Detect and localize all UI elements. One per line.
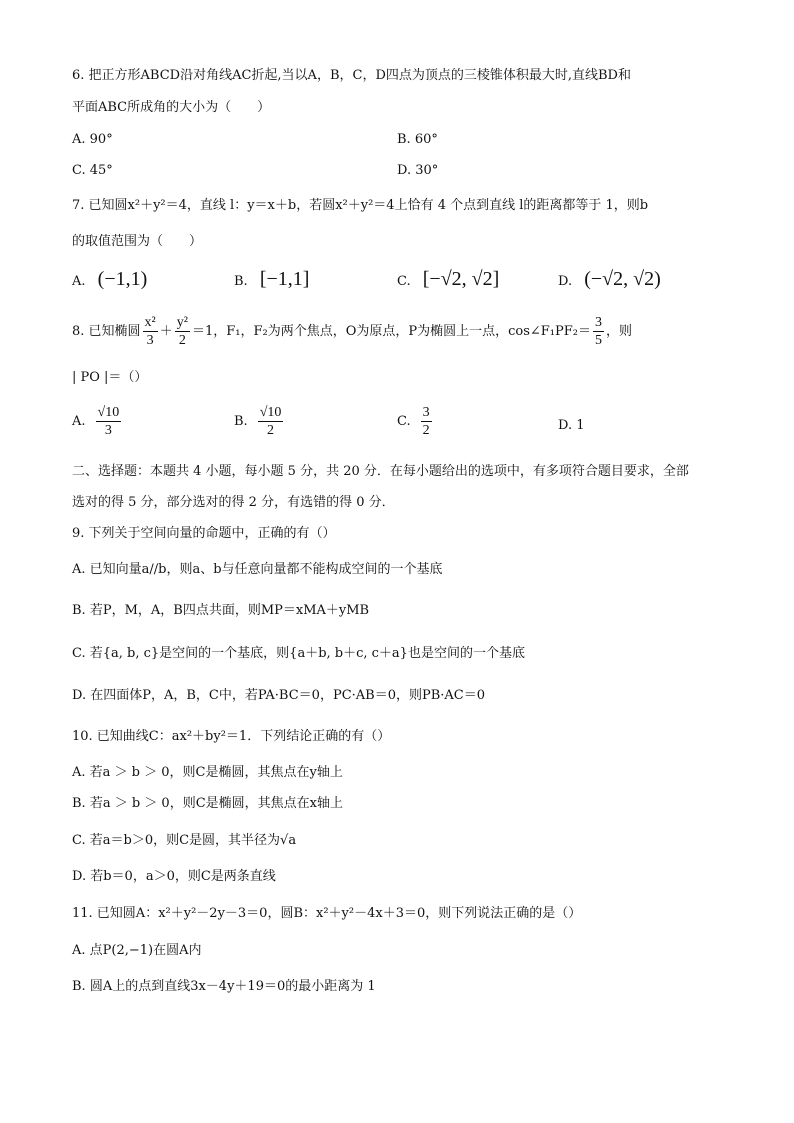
q6-option-b: B. 60° bbox=[397, 132, 438, 147]
q8-option-c-num: 3 bbox=[422, 405, 430, 420]
q7-option-b-value: [−1,1] bbox=[259, 268, 310, 290]
q7-option-d bbox=[558, 269, 661, 292]
q8-stem-a: 8. 已知椭圆 bbox=[72, 323, 141, 339]
q9-option-b: B. 若P，M，A，B四点共面，则MP＝xMA＋yMB bbox=[72, 603, 370, 618]
q6-option-c: C. 45° bbox=[72, 163, 113, 178]
q7-option-b-label: B. bbox=[234, 274, 248, 289]
q7-option-c bbox=[397, 269, 499, 292]
q8-option-b-label: B. bbox=[234, 413, 248, 429]
q8-option-a-label: A. bbox=[72, 413, 86, 429]
q10-stem: 10. 已知曲线C：ax²＋by²＝1．下列结论正确的有（） bbox=[72, 729, 391, 744]
q8-frac1-den: 3 bbox=[146, 333, 154, 348]
q8-option-a bbox=[72, 404, 123, 439]
q9-option-a: A. 已知向量a//b，则a、b与任意向量都不能构成空间的一个基底 bbox=[72, 562, 443, 577]
q8-option-c-label: C. bbox=[397, 413, 411, 429]
q10-option-c: C. 若a＝b＞0，则C是圆，其半径为√a bbox=[72, 833, 297, 848]
q7-option-a-value: (−1,1) bbox=[97, 268, 148, 290]
q8-stem-c: ，则 bbox=[606, 323, 633, 339]
q7-option-a bbox=[72, 269, 147, 292]
q6-option-a: A. 90° bbox=[72, 132, 113, 147]
q8-option-b bbox=[234, 404, 285, 439]
q8-frac2-num: y² bbox=[176, 315, 188, 330]
q8-frac1-num: x² bbox=[144, 315, 156, 330]
q8-stem-b: ＝1，F₁，F₂为两个焦点，O为原点，P为椭圆上一点，cos∠F₁PF₂＝ bbox=[191, 323, 591, 339]
q11-option-b: B. 圆A上的点到直线3x－4y＋19＝0的最小距离为 1 bbox=[72, 979, 376, 994]
q8-frac-y2-over-2 bbox=[175, 314, 190, 349]
q8-frac-3-over-5 bbox=[593, 314, 604, 349]
q6-stem-line1: 6. 把正方形ABCD沿对角线AC折起,当以A，B，C，D四点为顶点的三棱锥体积最大时,直线BD和 bbox=[72, 68, 631, 83]
q10-option-d: D. 若b＝0，a＞0，则C是两条直线 bbox=[72, 869, 276, 884]
q6-stem-line2: 平面ABC所成角的大小为（ ） bbox=[72, 100, 271, 115]
q8-option-b-num: √10 bbox=[259, 405, 282, 420]
q8-stem-line1 bbox=[72, 314, 632, 349]
q8-frac2-den: 2 bbox=[178, 333, 186, 348]
q9-stem: 9. 下列关于空间向量的命题中，正确的有（） bbox=[72, 526, 336, 541]
q8-frac3-num: 3 bbox=[595, 315, 602, 330]
q8-plus: ＋ bbox=[159, 323, 173, 339]
q7-stem-line2: 的取值范围为（ ） bbox=[72, 234, 203, 249]
q10-option-b: B. 若a ＞ b ＞ 0，则C是椭圆，其焦点在x轴上 bbox=[72, 796, 343, 811]
q8-frac3-den: 5 bbox=[595, 333, 602, 348]
q9-option-d: D. 在四面体P，A，B，C中，若PA·BC＝0，PC·AB＝0，则PB·AC＝0 bbox=[72, 688, 486, 703]
q8-option-c-den: 2 bbox=[422, 423, 430, 438]
q7-option-a-label: A. bbox=[72, 274, 86, 289]
q8-option-b-den: 2 bbox=[267, 423, 275, 438]
q9-option-c: C. 若{a, b, c}是空间的一个基底，则{a＋b, b＋c, c＋a}也是空间的一个基底 bbox=[72, 646, 525, 661]
q8-frac-x2-over-3 bbox=[143, 314, 158, 349]
q7-option-c-value: [−√2, √2] bbox=[422, 268, 500, 290]
q8-option-c-frac bbox=[421, 404, 432, 439]
section2-instructions-line2: 选对的得 5 分，部分选对的得 2 分，有选错的得 0 分． bbox=[72, 495, 395, 510]
q7-option-d-label: D. bbox=[558, 274, 573, 289]
q8-option-a-frac bbox=[96, 404, 122, 439]
q8-option-a-den: 3 bbox=[104, 423, 112, 438]
q7-stem-line1: 7. 已知圆x²＋y²＝4，直线 l：y＝x＋b，若圆x²＋y²＝4上恰有 4 个点到直线 l的距离都等于 1，则b bbox=[72, 198, 649, 213]
q8-stem-line2: | PO |＝（） bbox=[72, 370, 148, 385]
q10-option-a: A. 若a ＞ b ＞ 0，则C是椭圆，其焦点在y轴上 bbox=[72, 765, 343, 780]
q6-option-d: D. 30° bbox=[397, 163, 439, 178]
q11-option-a: A. 点P(2,−1)在圆A内 bbox=[72, 943, 202, 958]
q7-option-c-label: C. bbox=[397, 274, 411, 289]
section2-instructions-line1: 二、选择题：本题共 4 小题，每小题 5 分，共 20 分．在每小题给出的选项中，有多项符合题目要求，全部 bbox=[72, 464, 689, 479]
q8-option-b-frac bbox=[258, 404, 284, 439]
q8-option-a-num: √10 bbox=[97, 405, 120, 420]
q8-option-c bbox=[397, 404, 434, 439]
q7-option-b bbox=[234, 269, 309, 292]
q8-option-d: D. 1 bbox=[558, 418, 585, 433]
q7-option-d-value: (−√2, √2) bbox=[584, 268, 661, 290]
q11-stem: 11. 已知圆A：x²＋y²－2y－3＝0，圆B：x²＋y²－4x＋3＝0，则下列说法正确的是（） bbox=[72, 906, 582, 921]
